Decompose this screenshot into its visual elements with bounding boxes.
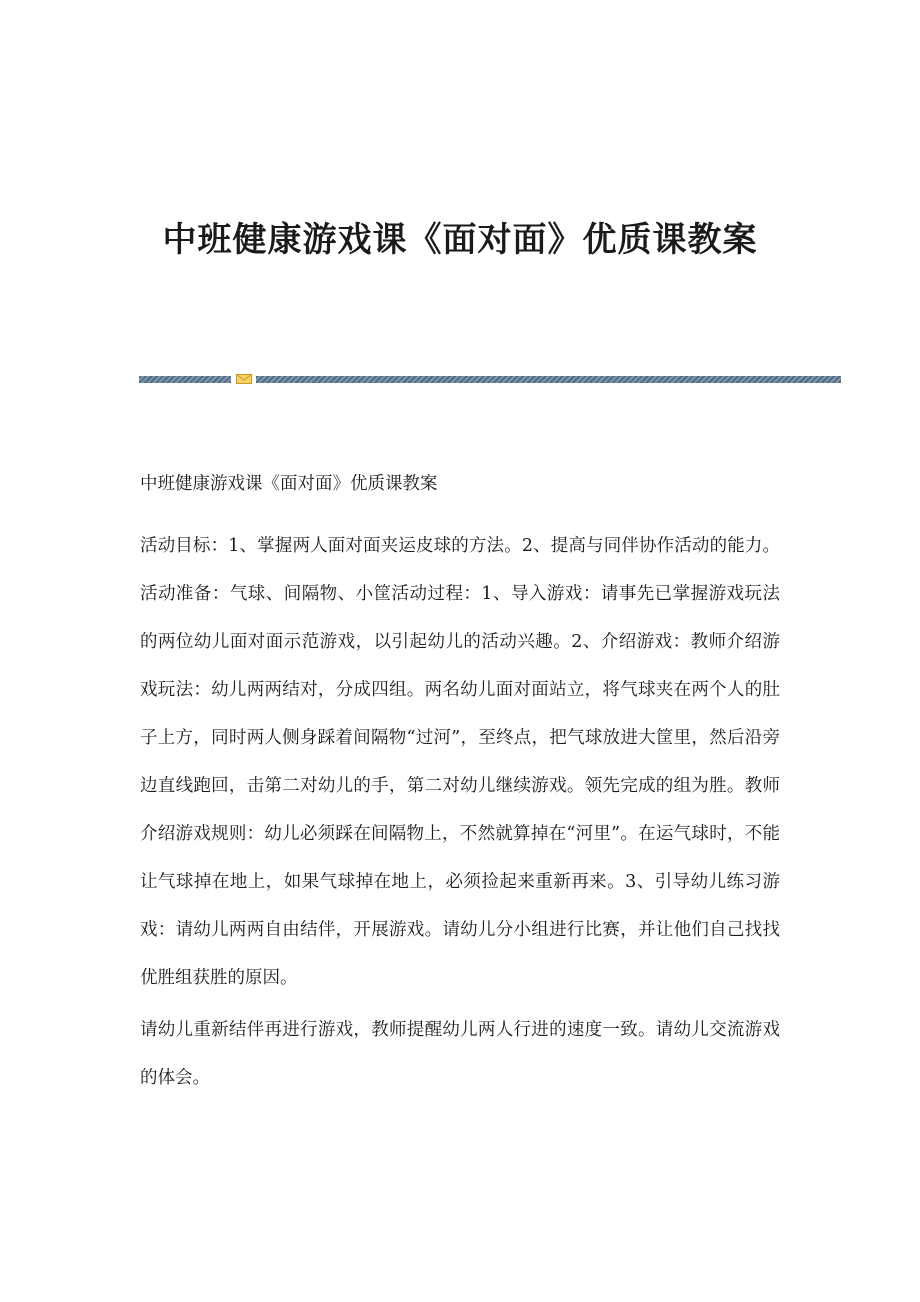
title-divider <box>139 374 841 384</box>
paragraph: 请幼儿重新结伴再进行游戏，教师提醒幼儿两人行进的速度一致。请幼儿交流游戏的体会。 <box>140 1020 780 1088</box>
divider-bar-left <box>139 376 231 383</box>
document-body <box>140 466 780 1102</box>
document-title: 中班健康游戏课《面对面》优质课教案 <box>162 220 758 260</box>
document-subtitle: 中班健康游戏课《面对面》优质课教案 <box>140 474 438 494</box>
paragraph: 活动目标：1、掌握两人面对面夹运皮球的方法。2、提高与同伴协作活动的能力。活动准备：气球、间隔物、小筐活动过程：1、导入游戏：请事先已掌握游戏玩法的两位幼儿面对面示范游戏，以引起幼儿的活动兴趣。2、介绍游戏：教师介绍游戏玩法：幼儿两两结对，分成四组。两名幼儿面对面站立，将气球夹在两个人的肚子上方，同时两人侧身踩着间隔物“过河”，至终点，把气球放进大筐里，然后沿旁边直线跑回，击第二对幼儿的手，第二对幼儿继续游戏。领先完成的组为胜。教师介绍游戏规则：幼儿必须踩在间隔物上，不然就算掉在“河里”。在运气球时，不能让气球掉在地上，如果气球掉在地上，必须捡起来重新再来。3、引导幼儿练习游戏：请幼儿两两自由结伴，开展游戏。请幼儿分小组进行比赛，并让他们自己找找优胜组获胜的原因。 <box>140 536 780 988</box>
envelope-icon <box>236 374 252 384</box>
divider-bar-right <box>256 376 841 383</box>
